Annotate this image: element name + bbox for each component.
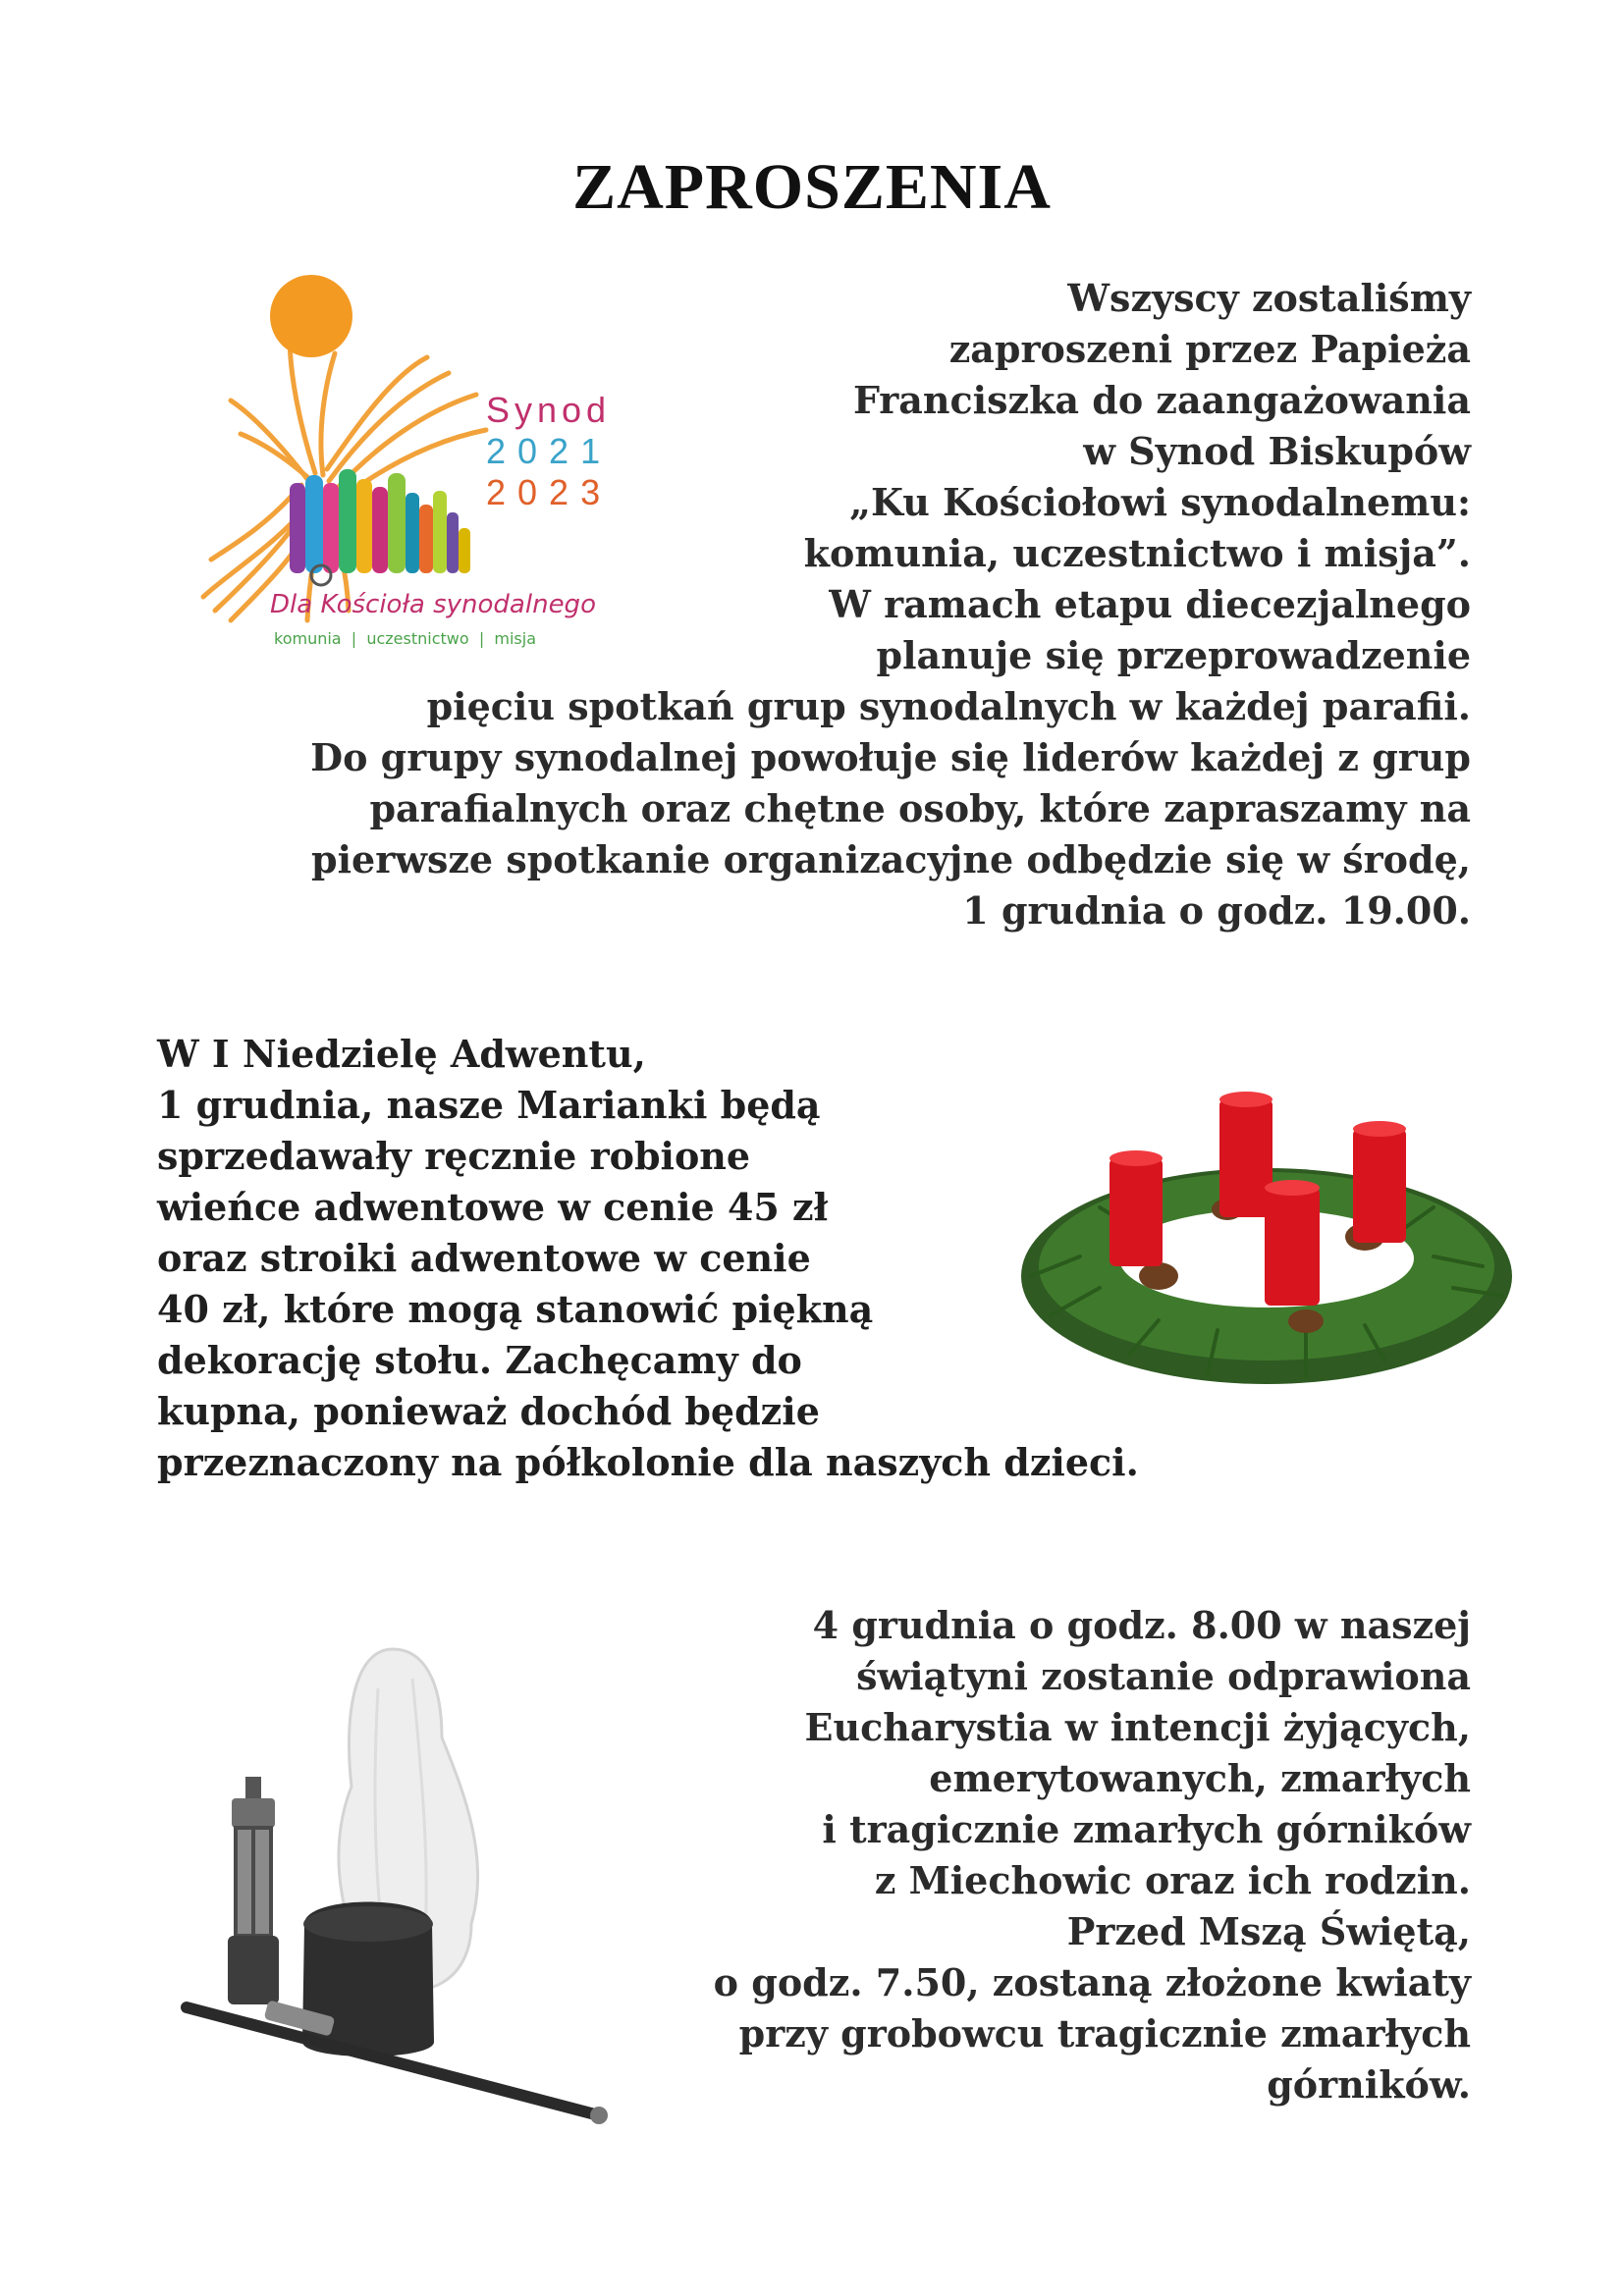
logo-year-start: 2021 (486, 431, 613, 471)
text-line: komunia, uczestnictwo i misja”. (803, 531, 1471, 575)
text-line: 1 grudnia, nasze Marianki będą (157, 1083, 821, 1127)
candle-icon (1110, 1150, 1163, 1266)
text-line: planuje się przeprowadzenie (876, 633, 1471, 677)
text-line: i tragicznie zmarłych górników (822, 1807, 1471, 1851)
logo-tagline: komunia | uczestnictwo | misja (274, 629, 537, 648)
logo-caption: Dla Kościoła synodalnego (270, 590, 596, 619)
text-line: Przed Mszą Świętą, (1066, 1909, 1471, 1953)
text-line: Franciszka do zaangażowania (852, 378, 1471, 422)
text-line: przy grobowcu tragicznie zmarłych (738, 2011, 1471, 2056)
text-line: Wszyscy zostaliśmy (1067, 276, 1471, 320)
miner-items-image (177, 1629, 609, 2140)
text-line: z Miechowic oraz ich rodzin. (874, 1858, 1471, 1902)
text-line: sprzedawały ręcznie robione (157, 1134, 751, 1178)
candle-icon (1353, 1121, 1406, 1243)
logo-word: Synod (486, 390, 612, 430)
text-line: górników. (1267, 2062, 1471, 2107)
advent-wreath-image (1011, 1031, 1522, 1404)
text-line: przeznaczony na półkolonie dla naszych dzieci. (157, 1440, 1139, 1484)
text-line: pięciu spotkań grup synodalnych w każdej parafii. (426, 684, 1471, 728)
candle-icon (1219, 1092, 1272, 1217)
text-line: Do grupy synodalnej powołuje się liderów każdej z grup (310, 735, 1471, 779)
text-line: w Synod Biskupów (1083, 429, 1471, 473)
text-line: Eucharystia w intencji żyjących, (804, 1705, 1471, 1749)
text-line: 40 zł, które mogą stanowić piękną (157, 1287, 874, 1331)
text-line: oraz stroiki adwentowe w cenie (157, 1236, 811, 1280)
candle-icon (1265, 1180, 1320, 1306)
page-title: ZAPROSZENIA (572, 151, 1052, 223)
text-line: 4 grudnia o godz. 8.00 w naszej (812, 1603, 1471, 1647)
text-line: W ramach etapu diecezjalnego (829, 582, 1471, 626)
text-line: świątyni zostanie odprawiona (856, 1654, 1471, 1698)
logo-year-end: 2023 (486, 472, 613, 512)
text-line: dekorację stołu. Zachęcamy do (157, 1338, 802, 1382)
text-line: o godz. 7.50, zostaną złożone kwiaty (713, 1960, 1471, 2004)
synod-invitation-text (96, 273, 1471, 936)
text-line: zaproszeni przez Papieża (948, 327, 1471, 371)
text-line: W I Niedzielę Adwentu, (157, 1032, 646, 1076)
lamp-icon (228, 1777, 279, 2004)
text-line: pierwsze spotkanie organizacyjne odbędzie się w środę, (311, 837, 1471, 881)
text-line: kupna, ponieważ dochód będzie (157, 1389, 820, 1433)
text-line: wieńce adwentowe w cenie 45 zł (157, 1185, 829, 1229)
text-line: „Ku Kościołowi synodalnemu: (849, 480, 1471, 524)
text-line: emerytowanych, zmarłych (929, 1756, 1471, 1800)
text-line: parafialnych oraz chętne osoby, które zapraszamy na (369, 786, 1471, 830)
text-line: 1 grudnia o godz. 19.00. (962, 888, 1471, 933)
